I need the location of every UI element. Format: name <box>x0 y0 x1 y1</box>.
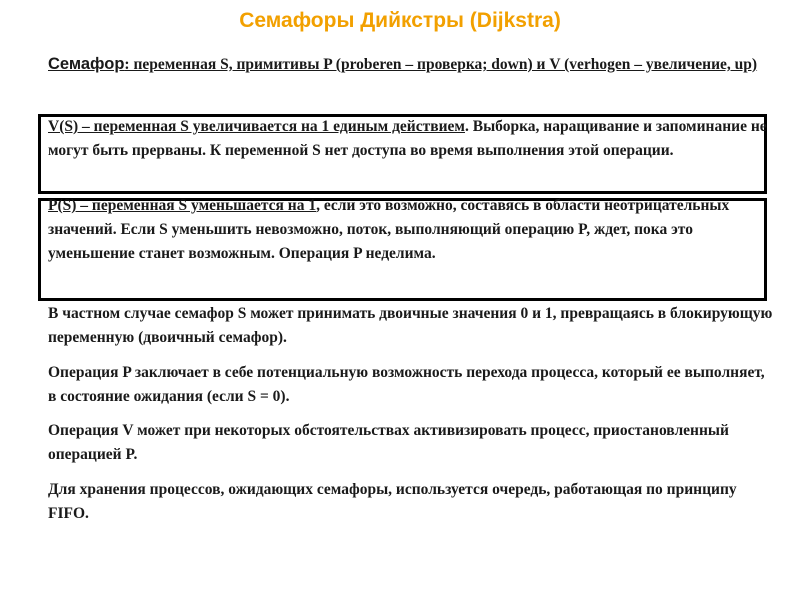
v-operation-rest: . Выборка, наращивание и запоминание не могут быть прерваны. К переменной S нет доступа во время выполнения этой операции. <box>48 118 767 159</box>
p-operation-rest: , если это возможно, составясь в области неотрицательных значений. Если S уменьшить невозможно, поток, выполняющий операцию P, ждет, пока это уменьшение станет возможным. Операция P неделима. <box>48 197 730 262</box>
slide-title: Семафоры Дийкстры (Dijkstra) <box>239 9 561 32</box>
v-activate-paragraph: Операция V может при некоторых обстоятельствах активизировать процесс, приостановленный операцией P. <box>48 422 729 463</box>
fifo-queue-paragraph: Для хранения процессов, ожидающих семафоры, используется очередь, работающая по принципу FIFO. <box>48 481 737 522</box>
semaphore-definition <box>48 52 773 77</box>
v-operation-text <box>48 115 773 163</box>
p-operation-text <box>48 194 773 266</box>
semaphore-definition-text: : переменная S, примитивы P (proberen – проверка; down) и V (verhogen – увеличение, up) <box>124 56 758 73</box>
p-operation-underlined: P(S) – переменная S уменьшается на 1 <box>48 197 317 214</box>
p-wait-paragraph: Операция P заключает в себе потенциальную возможность перехода процесса, который ее выполняет, в состояние ожидания (если S = 0). <box>48 364 765 405</box>
v-operation-underlined: V(S) – переменная S увеличивается на 1 единым действием <box>48 118 465 135</box>
binary-semaphore-paragraph: В частном случае семафор S может принимать двоичные значения 0 и 1, превращаясь в блокирующую переменную (двоичный семафор). <box>48 305 773 346</box>
semaphore-term: Семафор <box>48 55 125 73</box>
